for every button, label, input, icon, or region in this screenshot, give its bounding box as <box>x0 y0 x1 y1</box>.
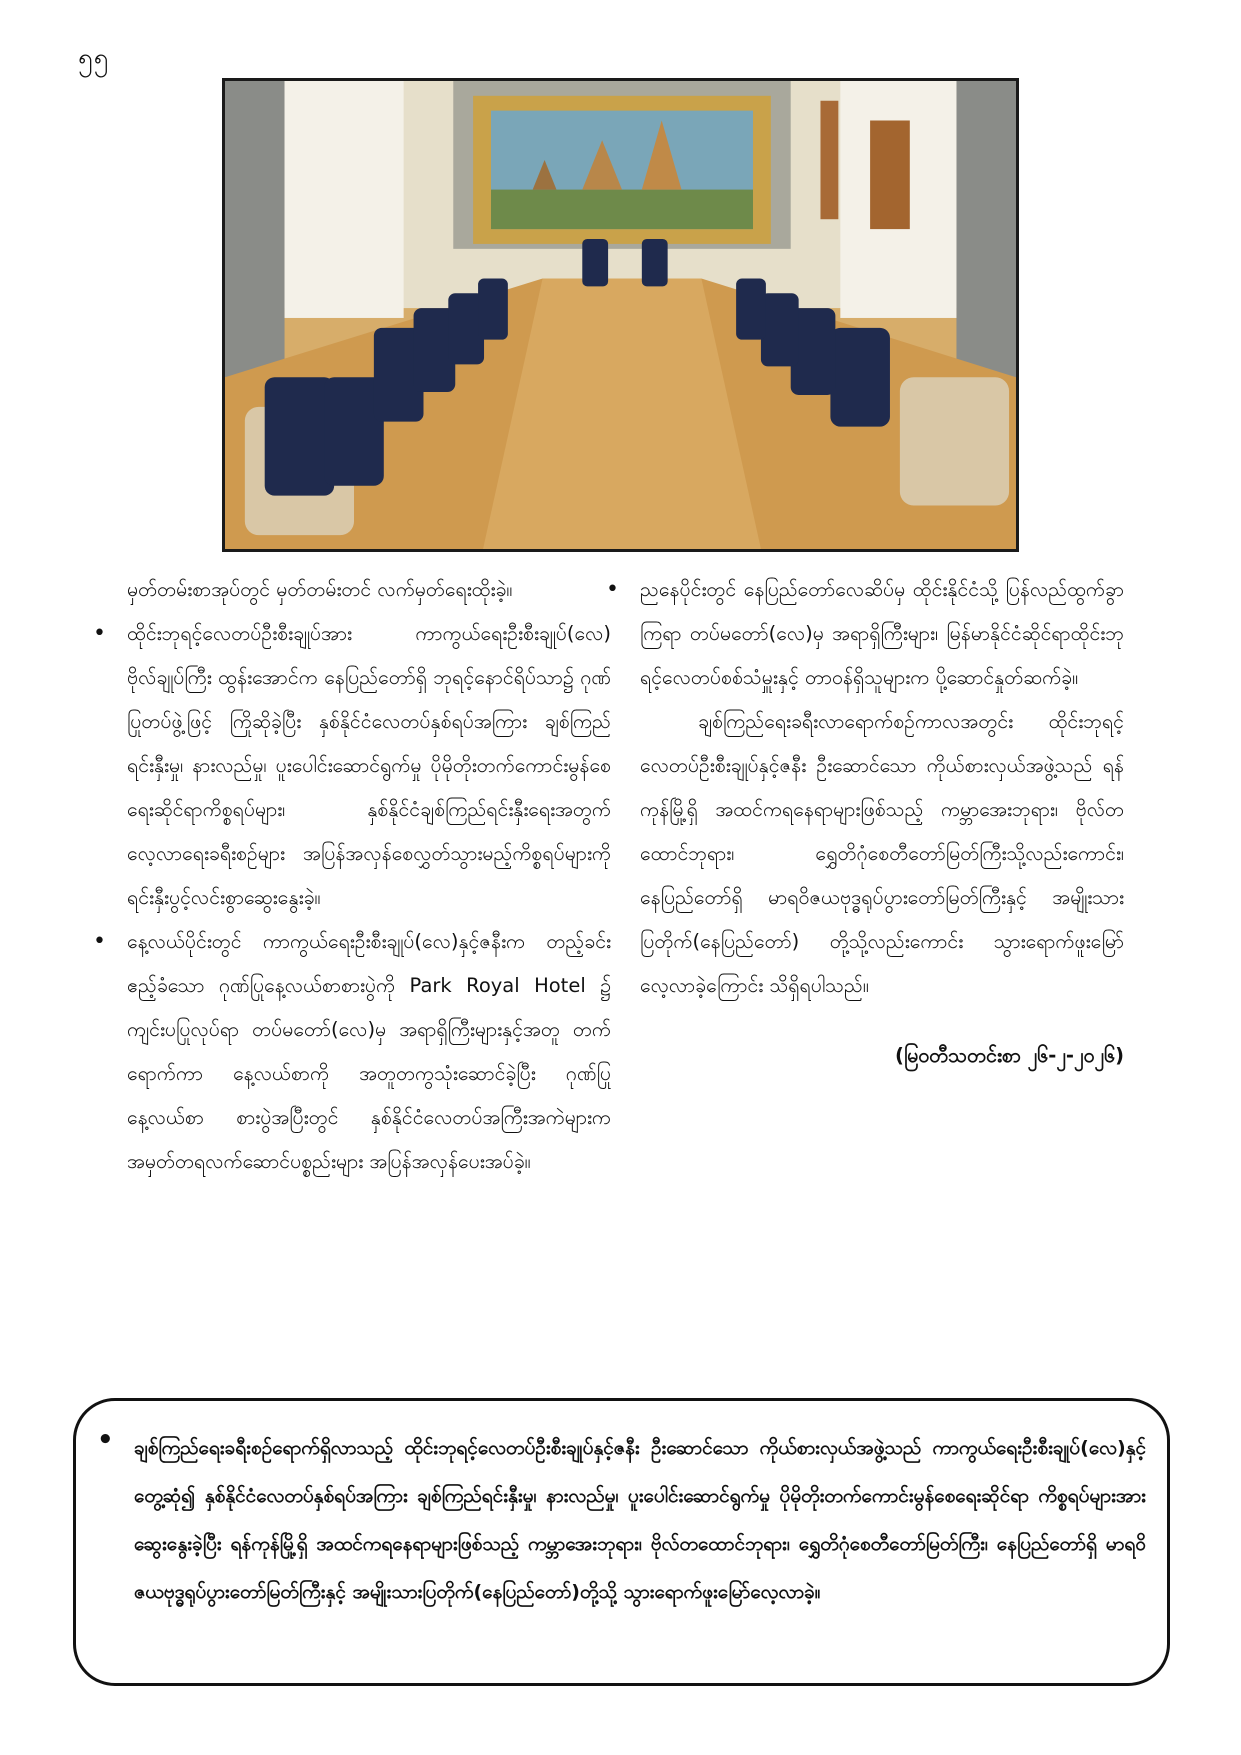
bullet-departure: • ညနေပိုင်းတွင် နေပြည်တော်လေဆိပ်မှ ထိုင်းနိုင်ငံသို့ ပြန်လည်ထွက်ခွာကြရာ တပ်မတော်(လေ)မှ အရာရှိကြီးများ၊ မြန်မာနိုင်ငံဆိုင်ရာထိုင်းဘုရင့်လေတပ်စစ်သံမှူးနှင့် တာဝန်ရှိသူများက ပို့ဆောင်နှုတ်ဆက်ခဲ့။ <box>640 568 1124 700</box>
meeting-hall-illustration <box>225 81 1016 549</box>
bullet-reception: • ထိုင်းဘုရင့်လေတပ်ဦးစီးချုပ်အား ကာကွယ်ရေးဦးစီးချုပ်(လေ) ဗိုလ်ချုပ်ကြီး ထွန်းအောင်က နေပြည်တော်ရှိ ဘုရင့်နောင်ရိပ်သာ၌ ဂုဏ်ပြုတပ်ဖွဲ့ဖြင့် ကြိုဆိုခဲ့ပြီး နှစ်နိုင်ငံလေတပ်နှစ်ရပ်အကြား ချစ်ကြည်ရင်းနှီးမှု၊ နားလည်မှု၊ ပူးပေါင်းဆောင်ရွက်မှု ပိုမိုတိုးတက်ကောင်းမွန်စေရေးဆိုင်ရာကိစ္စရပ်များ၊ နှစ်နိုင်ငံချစ်ကြည်ရင်းနှီးရေးအတွက် လေ့လာရေးခရီးစဉ်များ အပြန်အလှန်စေလွှတ်သွားမည့်ကိစ္စရပ်များကို ရင်းနှီးပွင့်လင်းစွာဆွေးနွေးခဲ့။ <box>127 612 611 920</box>
bullet-luncheon: • နေ့လယ်ပိုင်းတွင် ကာကွယ်ရေးဦးစီးချုပ်(လေ)နှင့်ဇနီးက တည့်ခင်းဧည့်ခံသော ဂုဏ်ပြုနေ့လယ်စာစားပွဲကို Park Royal Hotel ၌ ကျင်းပပြုလုပ်ရာ တပ်မတော်(လေ)မှ အရာရှိကြီးများနှင့်အတူ တက်ရောက်ကာ နေ့လယ်စာကို အတူတကွသုံးဆောင်ခဲ့ပြီး ဂုဏ်ပြုနေ့လယ်စာ စားပွဲအပြီးတွင် နှစ်နိုင်ငံလေတပ်အကြီးအကဲများက အမှတ်တရလက်ဆောင်ပစ္စည်းများ အပြန်အလှန်ပေးအပ်ခဲ့။ <box>127 920 611 1184</box>
visit-paragraph: ချစ်ကြည်ရေးခရီးလာရောက်စဉ်ကာလအတွင်း ထိုင်းဘုရင့်လေတပ်ဦးစီးချုပ်နှင့်ဇနီး ဦးဆောင်သော ကိုယ်စားလှယ်အဖွဲ့သည် ရန်ကုန်မြို့ရှိ အထင်ကရနေရာများဖြစ်သည့် ကမ္ဘာအေးဘုရား၊ ဗိုလ်တထောင်ဘုရား၊ ရွှေတိဂုံစေတီတော်မြတ်ကြီးသို့လည်းကောင်း၊ နေပြည်တော်ရှိ မာရဝိဇယဗုဒ္ဓရုပ်ပွားတော်မြတ်ကြီးနှင့် အမျိုးသားပြတိုက်(နေပြည်တော်) တို့သို့လည်းကောင်း သွားရောက်ဖူးမြော်လေ့လာခဲ့ကြောင်း သိရှိရပါသည်။ <box>640 710 1124 997</box>
meeting-photo <box>222 78 1019 552</box>
summary-bullet-icon: • <box>97 1425 114 1455</box>
source-citation: (မြဝတီသတင်းစာ ၂၆-၂-၂၀၂၆) <box>895 1044 1124 1067</box>
left-column <box>127 568 611 1184</box>
continuation-text: မှတ်တမ်းစာအုပ်တွင် မှတ်တမ်းတင် လက်မှတ်ရေးထိုးခဲ့။ <box>127 578 513 601</box>
page-number: ၅၅ <box>78 43 110 73</box>
right-column <box>640 568 1124 1078</box>
summary-text: ချစ်ကြည်ရေးခရီးစဉ်ရောက်ရှိလာသည့် ထိုင်းဘုရင့်လေတပ်ဦးစီးချုပ်နှင့်ဇနီး ဦးဆောင်သော ကိုယ်စားလှယ်အဖွဲ့သည် ကာကွယ်ရေးဦးစီးချုပ်(လေ)နှင့်တွေ့ဆုံ၍ နှစ်နိုင်ငံလေတပ်နှစ်ရပ်အကြား ချစ်ကြည်ရင်းနှီးမှု၊ နားလည်မှု၊ ပူးပေါင်းဆောင်ရွက်မှု ပိုမိုတိုးတက်ကောင်းမွန်စေရေးဆိုင်ရာ ကိစ္စရပ်များအား ဆွေးနွေးခဲ့ပြီး ရန်ကုန်မြို့ရှိ အထင်ကရနေရာများဖြစ်သည့် ကမ္ဘာအေးဘုရား၊ ဗိုလ်တထောင်ဘုရား၊ ရွှေတိဂုံစေတီတော်မြတ်ကြီး၊ နေပြည်တော်ရှိ မာရဝိဇယဗုဒ္ဓရုပ်ပွားတော်မြတ်ကြီးနှင့် အမျိုးသားပြတိုက်(နေပြည်တော်)တို့သို့ သွားရောက်ဖူးမြော်လေ့လာခဲ့။ <box>134 1437 1146 1603</box>
